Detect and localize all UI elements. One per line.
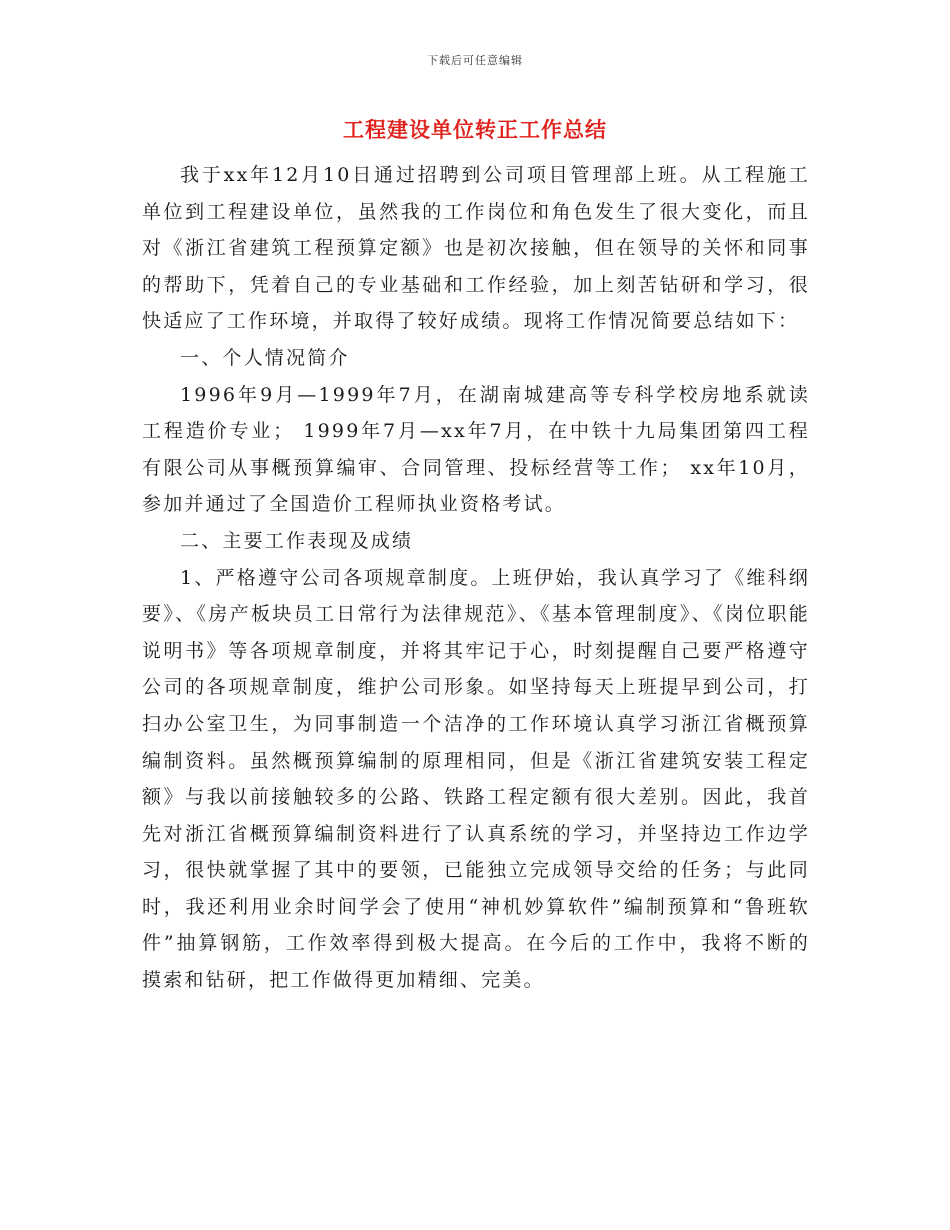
paragraph-work-1: 1、严格遵守公司各项规章制度。上班伊始，我认真学习了《维科纲要》、《房产板块员工日常行为法律规范》、《基本管理制度》、《岗位职能说明书》等各项规章制度，并将其牢记于心，时刻提醒自己要严格遵守公司的各项规章制度，维护公司形象。如坚持每天上班提早到公司，打扫办公室卫生，为同事制造一个洁净的工作环境认真学习浙江省概预算编制资料。虽然概预算编制的原理相同，但是《浙江省建筑安装工程定额》与我以前接触较多的公路、铁路工程定额有很大差别。因此，我首先对浙江省概预算编制资料进行了认真系统的学习，并坚持边工作边学习，很快就掌握了其中的要领，已能独立完成领导交给的任务；与此同时，我还利用业余时间学会了使用“神机妙算软件”编制预算和“鲁班软件”抽算钢筋，工作效率得到极大提高。在今后的工作中，我将不断的摸索和钻研，把工作做得更加精细、完美。 [142, 566, 810, 992]
document-body [142, 157, 810, 999]
section-heading-personal: 一、个人情况简介 [180, 346, 350, 369]
paragraph-personal: 1996年9月—1999年7月，在湖南城建高等专科学校房地系就读工程造价专业； 1999年7月—xx年7月，在中铁十九局集团第四工程有限公司从事概预算编审、合同管理、投标经营等工作； xx年10月，参加并通过了全国造价工程师执业资格考试。 [142, 383, 810, 516]
header-note: 下载后可任意编辑 [427, 54, 523, 67]
section-heading-work: 二、主要工作表现及成绩 [180, 529, 414, 552]
paragraph-intro: 我于xx年12月10日通过招聘到公司项目管理部上班。从工程施工单位到工程建设单位，虽然我的工作岗位和角色发生了很大变化，而且对《浙江省建筑工程预算定额》也是初次接触，但在领导的关怀和同事的帮助下，凭着自己的专业基础和工作经验，加上刻苦钻研和学习，很快适应了工作环境，并取得了较好成绩。现将工作情况简要总结如下： [142, 164, 810, 333]
document-title: 工程建设单位转正工作总结 [343, 117, 607, 142]
